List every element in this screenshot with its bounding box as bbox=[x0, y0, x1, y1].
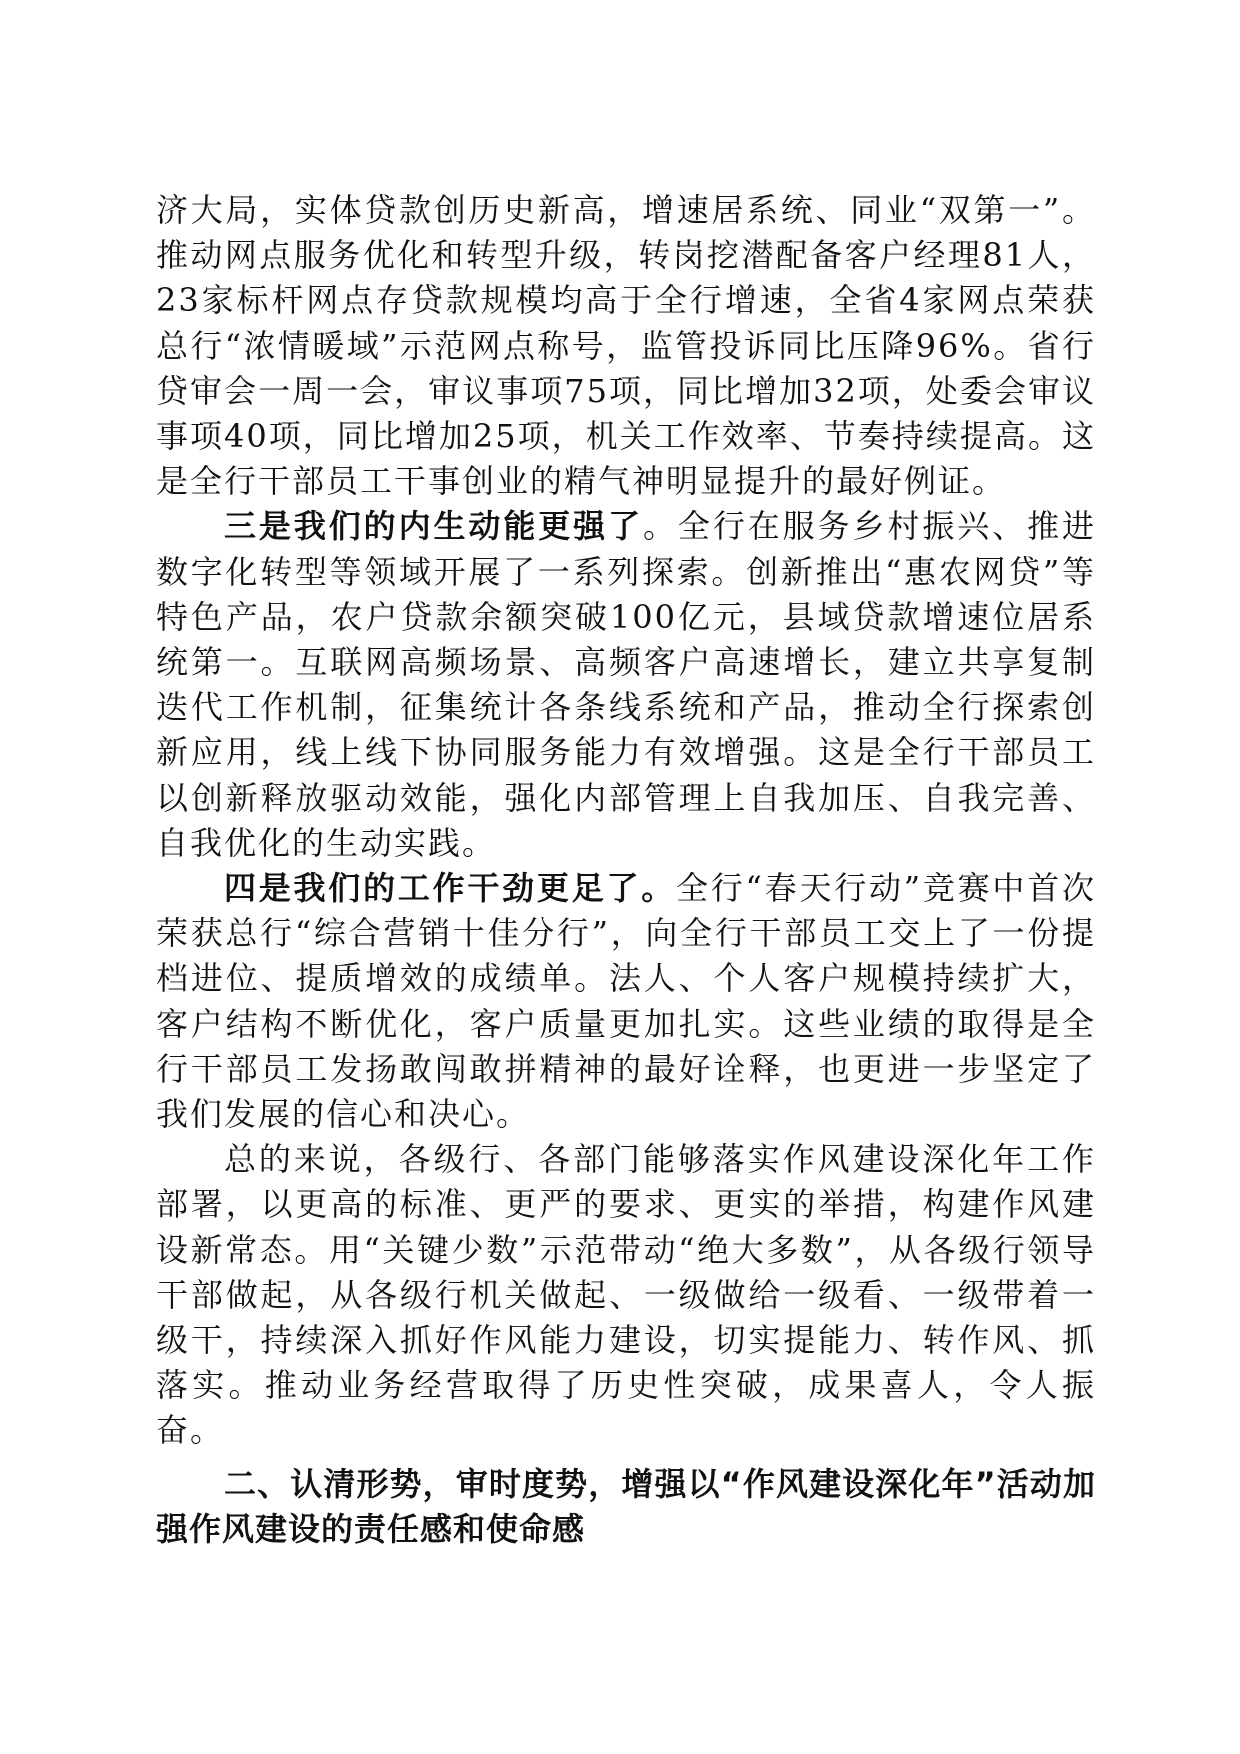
paragraph-lead: 四是我们的工作干劲更足了。 bbox=[224, 869, 677, 908]
paragraph-body: 。全行在服务乡村振兴、推进数字化转型等领域开展了一系列探索。创新推出“惠农网贷”等特色产品，农户贷款余额突破100亿元，县域贷款增速位居系统第一。互联网高频场景、高频客户高速增长，建立共享复制迭代工作机制，征集统计各条线系统和产品，推动全行探索创新应用，线上线下协同服务能力有效增强。这是全行干部员工以创新释放驱动效能，强化内部管理上自我加压、自我完善、自我优化的生动实践。 bbox=[156, 507, 1096, 862]
document-body bbox=[156, 188, 1096, 1552]
paragraph-inner-momentum bbox=[156, 504, 1096, 866]
paragraph-continuation: 济大局，实体贷款创历史新高，增速居系统、同业“双第一”。推动网点服务优化和转型升级，转岗挖潜配备客户经理81人，23家标杆网点存贷款规模均高于全行增速，全省4家网点荣获总行“浓情暖域”示范网点称号，监管投诉同比压降96%。省行贷审会一周一会，审议事项75项，同比增加32项，处委会审议事项40项，同比增加25项，机关工作效率、节奏持续提高。这是全行干部员工干事创业的精气神明显提升的最好例证。 bbox=[156, 191, 1096, 501]
paragraph-body: 全行“春天行动”竞赛中首次荣获总行“综合营销十佳分行”，向全行干部员工交上了一份提档进位、提质增效的成绩单。法人、个人客户规模持续扩大，客户结构不断优化，客户质量更加扎实。这些业绩的取得是全行干部员工发扬敢闯敢拼精神的最好诠释，也更进一步坚定了我们发展的信心和决心。 bbox=[156, 869, 1096, 1134]
paragraph-summary: 总的来说，各级行、各部门能够落实作风建设深化年工作部署，以更高的标准、更严的要求、更实的举措，构建作风建设新常态。用“关键少数”示范带动“绝大多数”，从各级行领导干部做起，从各级行机关做起、一级做给一级看、一级带着一级干，持续深入抓好作风能力建设，切实提能力、转作风、抓落实。推动业务经营取得了历史性突破，成果喜人，令人振奋。 bbox=[156, 1140, 1096, 1450]
paragraph-work-drive bbox=[156, 866, 1096, 1137]
paragraph-lead: 三是我们的内生动能更强了 bbox=[224, 507, 643, 546]
section-heading: 二、认清形势，审时度势，增强以“作风建设深化年”活动加强作风建设的责任感和使命感 bbox=[156, 1464, 1096, 1548]
